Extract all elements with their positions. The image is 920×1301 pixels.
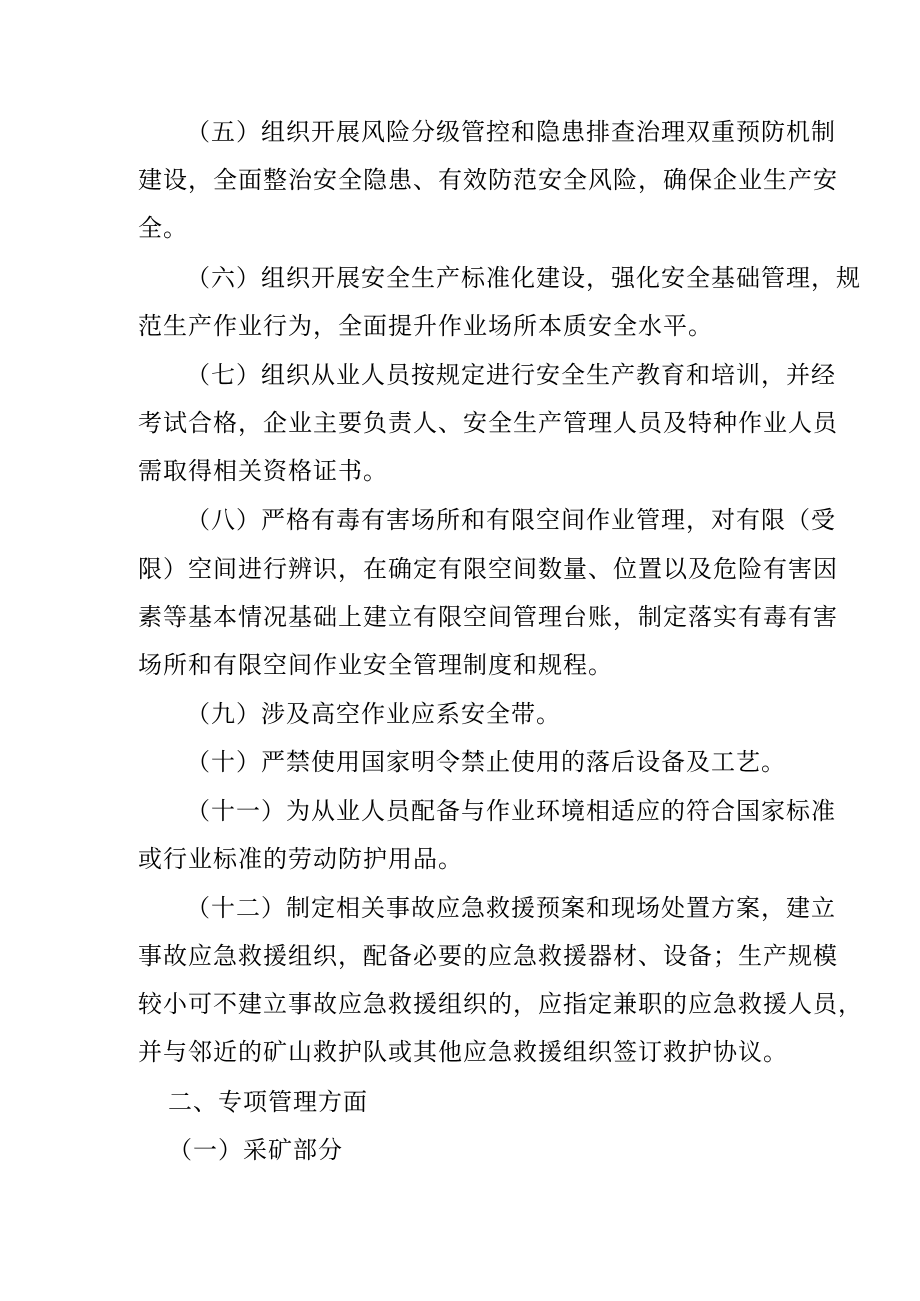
paragraph-7-line-2: 考试合格，企业主要负责人、安全生产管理人员及特种作业人员 (138, 409, 838, 437)
paragraph-8-line-3: 素等基本情况基础上建立有限空间管理台账，制定落实有毒有害 (138, 603, 838, 631)
paragraph-6-line-1: （六）组织开展安全生产标准化建设，强化安全基础管理，规 (186, 264, 861, 292)
paragraph-12-line-3: 较小可不建立事故应急救援组织的，应指定兼职的应急救援人员， (138, 990, 863, 1018)
paragraph-9-line-1: （九）涉及高空作业应系安全带。 (186, 700, 561, 728)
paragraph-5-line-3: 全。 (138, 214, 188, 242)
paragraph-12-line-4: 并与邻近的矿山救护队或其他应急救援组织签订救护协议。 (138, 1038, 788, 1066)
paragraph-8-line-2: 限）空间进行辨识，在确定有限空间数量、位置以及危险有害因 (138, 555, 838, 583)
paragraph-7-line-1: （七）组织从业人员按规定进行安全生产教育和培训，并经 (186, 361, 836, 389)
paragraph-11-line-2: 或行业标准的劳动防护用品。 (138, 845, 463, 873)
paragraph-5-line-2: 建设，全面整治安全隐患、有效防范安全风险，确保企业生产安 (138, 166, 838, 194)
paragraph-5-line-1: （五）组织开展风险分级管控和隐患排查治理双重预防机制 (186, 118, 836, 146)
section-heading-special-management: 二、专项管理方面 (168, 1088, 368, 1116)
paragraph-8-line-4: 场所和有限空间作业安全管理制度和规程。 (138, 651, 613, 679)
paragraph-12-line-1: （十二）制定相关事故应急救援预案和现场处置方案，建立 (186, 894, 836, 922)
paragraph-8-line-1: （八）严格有毒有害场所和有限空间作业管理，对有限（受 (186, 506, 836, 534)
paragraph-6-line-2: 范生产作业行为，全面提升作业场所本质安全水平。 (138, 312, 713, 340)
paragraph-12-line-2: 事故应急救援组织，配备必要的应急救援器材、设备；生产规模 (138, 942, 838, 970)
paragraph-11-line-1: （十一）为从业人员配备与作业环境相适应的符合国家标准 (186, 797, 836, 825)
subsection-heading-mining: （一）采矿部分 (168, 1136, 343, 1164)
paragraph-10-line-1: （十）严禁使用国家明令禁止使用的落后设备及工艺。 (186, 748, 786, 776)
paragraph-7-line-3: 需取得相关资格证书。 (138, 457, 388, 485)
